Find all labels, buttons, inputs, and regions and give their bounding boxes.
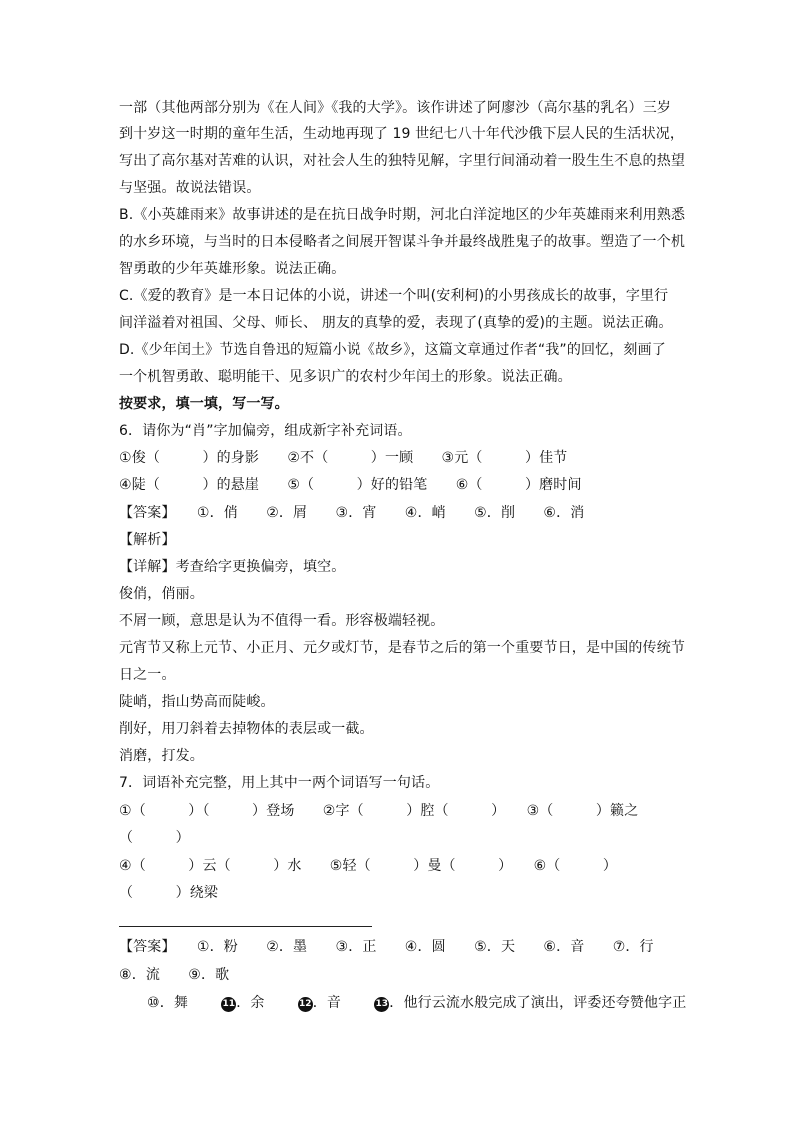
para-a-line-2: 到十岁这一时期的童年生活，生动地再现了 19 世纪七八十年代沙俄下层人民的生活状况， (119, 126, 685, 142)
q7-answer-line-3 (147, 993, 686, 1013)
q7-row-2b: （ ）绕梁 (119, 885, 219, 901)
answer-item-13: ．他行云流水般完成了演出，评委还夸赞他字正 (389, 995, 687, 1011)
para-b-line-2: 的水乡环境，与当时的日本侵略者之间展开智谋斗争并最终战胜鬼子的故事。塑造了一个机 (119, 234, 685, 250)
q6-row-2: ④陡（ ）的悬崖 ⑤（ ）好的铅笔 ⑥（ ）磨时间 (119, 477, 582, 493)
q6-explain-3b: 日之一。 (119, 667, 176, 683)
q7-row-1a: ①（ ）（ ）登场 ②字（ ）腔（ ） ③（ ）籁之 (119, 803, 639, 819)
para-d-line-1: D.《少年闰土》节选自鲁迅的短篇小说《故乡》，这篇文章通过作者“我”的回忆，刻画了 (119, 342, 666, 358)
q6-explain-5: 削好，用刀斜着去掉物体的表层或一截。 (119, 721, 374, 737)
q7-answer-line-2: ⑧．流 ⑨．歌 (119, 967, 230, 983)
answer-marker-13: 13 (374, 997, 389, 1012)
para-c-line-1: C.《爱的教育》是一本日记体的小说，讲述一个叫(安利柯)的小男孩成长的故事，字里行 (119, 288, 669, 304)
answer-item-11: ．余 (236, 995, 265, 1011)
answer-item-12: ．音 (312, 995, 342, 1011)
q7-row-2a: ④（ ）云（ ）水 ⑤轻（ ）曼（ ） ⑥（ ） (119, 858, 618, 874)
q6-analysis-label: 【解析】 (119, 532, 176, 548)
answer-item-10: ⑩．舞 (147, 995, 189, 1011)
para-b-line-1: B.《小英雄雨来》故事讲述的是在抗日战争时期，河北白洋淀地区的少年英雄雨来利用熟悉 (119, 207, 686, 223)
q6-explain-6: 消磨，打发。 (119, 748, 204, 764)
q7-stem: 7．词语补充完整，用上其中一两个词语写一句话。 (119, 775, 440, 791)
q6-answer: 【答案】 ①．俏 ②．屑 ③．宵 ④．峭 ⑤．削 ⑥．消 (119, 505, 585, 521)
para-c-line-2: 间洋溢着对祖国、父母、师长、 朋友的真挚的爱，表现了(真挚的爱)的主题。说法正确。 (119, 315, 673, 331)
para-a-line-1: 一部（其他两部分别为《在人间》《我的大学》。该作讲述了阿廖沙（高尔基的乳名）三岁 (119, 100, 671, 116)
q6-row-1: ①俊（ ）的身影 ②不（ ）一顾 ③元（ ）佳节 (119, 450, 568, 466)
para-a-line-3: 写出了高尔基对苦难的认识，对社会人生的独特见解，字里行间涌动着一股生生不息的热望 (119, 153, 685, 169)
q6-stem: 6．请你为“肖”字加偏旁，组成新字补充词语。 (119, 423, 412, 439)
section-heading: 按要求，填一填，写一写。 (119, 396, 289, 412)
footnote-separator (119, 926, 372, 927)
q6-explain-4: 陡峭，指山势高而陡峻。 (119, 694, 275, 710)
para-a-line-4: 与坚强。故说法错误。 (119, 180, 261, 196)
q6-explain-1: 俊俏，俏丽。 (119, 586, 204, 602)
q7-answer-line-1: 【答案】 ①．粉 ②．墨 ③．正 ④．圆 ⑤．天 ⑥．音 ⑦．行 (119, 939, 654, 955)
q6-explain-3a: 元宵节又称上元节、小正月、元夕或灯节，是春节之后的第一个重要节日，是中国的传统节 (119, 640, 685, 656)
q6-detail: 【详解】考查给字更换偏旁，填空。 (119, 559, 346, 575)
para-b-line-3: 智勇敢的少年英雄形象。说法正确。 (119, 261, 346, 277)
answer-marker-12: 12 (298, 997, 313, 1012)
answer-marker-11: 11 (221, 997, 236, 1012)
para-d-line-2: 一个机智勇敢、聪明能干、见多识广的农村少年闰土的形象。说法正确。 (119, 369, 572, 385)
q6-explain-2: 不屑一顾，意思是认为不值得一看。形容极端轻视。 (119, 613, 445, 629)
q7-row-1b: （ ） (119, 830, 190, 846)
